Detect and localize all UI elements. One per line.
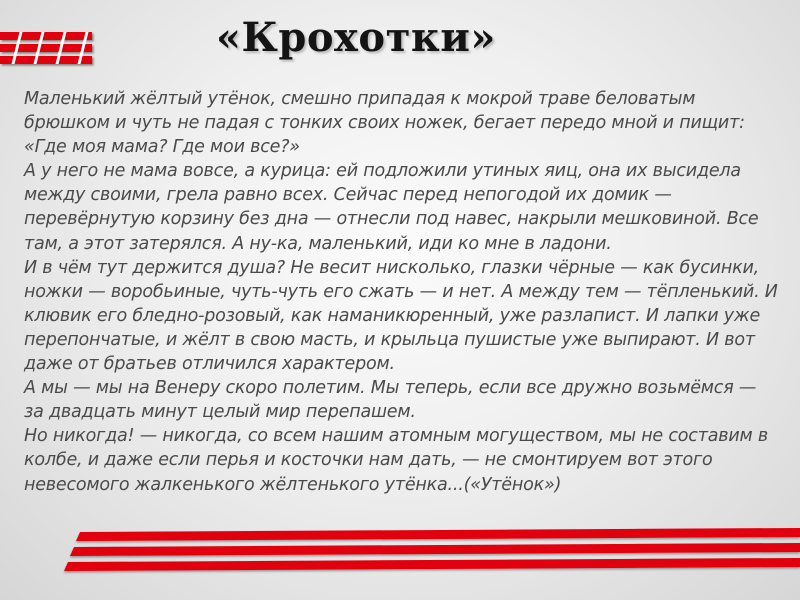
slide-title: «Крохотки» <box>216 14 496 61</box>
stripe-bottom-3 <box>64 558 800 571</box>
paragraph-4: А мы — мы на Венеру скоро полетим. Мы теперь, если все дружно возьмёмся — за двадцать минут целый мир перепашем. <box>24 378 757 423</box>
paragraph-3: И в чём тут держится душа? Не весит нисколько, глазки чёрные — как бусинки, ножки — воробьиные, чуть-чуть его сжать — и нет. А между тем — тёпленький. И клювик его бледно-розовый, как наманикюренный, уже разлапист. И лапки уже перепончатые, и жёлт в свою масть, и крыльца пушистые уже выпирают. И вот даже от братьев отличился характером. <box>24 257 778 375</box>
stripe-top-2 <box>0 44 92 52</box>
paragraph-1: Маленький жёлтый утёнок, смешно припадая к мокрой траве беловатым брюшком и чуть не падая с тонких своих ножек, бегает передо мной и пищит: «Где моя мама? Где мои все?» <box>24 89 745 158</box>
stripe-top-1 <box>0 32 92 40</box>
paragraph-5: Но никогда! — никогда, со всем нашим атомным могуществом, мы не составим в колбе, и даже если перья и косточки нам дать, — не смонтируем вот этого невесомого жалкенького жёлтенького утёнка...(«Утёнок») <box>24 426 768 495</box>
body-text <box>24 87 778 497</box>
stripe-bottom-1 <box>76 528 800 541</box>
decorative-stripes-top <box>0 30 96 76</box>
stripe-bottom-2 <box>70 543 800 556</box>
paragraph-2: А у него не мама вовсе, а курица: ей подложили утиных яиц, она их высидела между своими, грела равно всех. Сейчас перед непогодой их домик — перевёрнутую корзину без дна — отнесли под навес, накрыли мешковиной. Все там, а этот затерялся. А ну-ка, маленький, иди ко мне в ладони. <box>24 161 759 254</box>
